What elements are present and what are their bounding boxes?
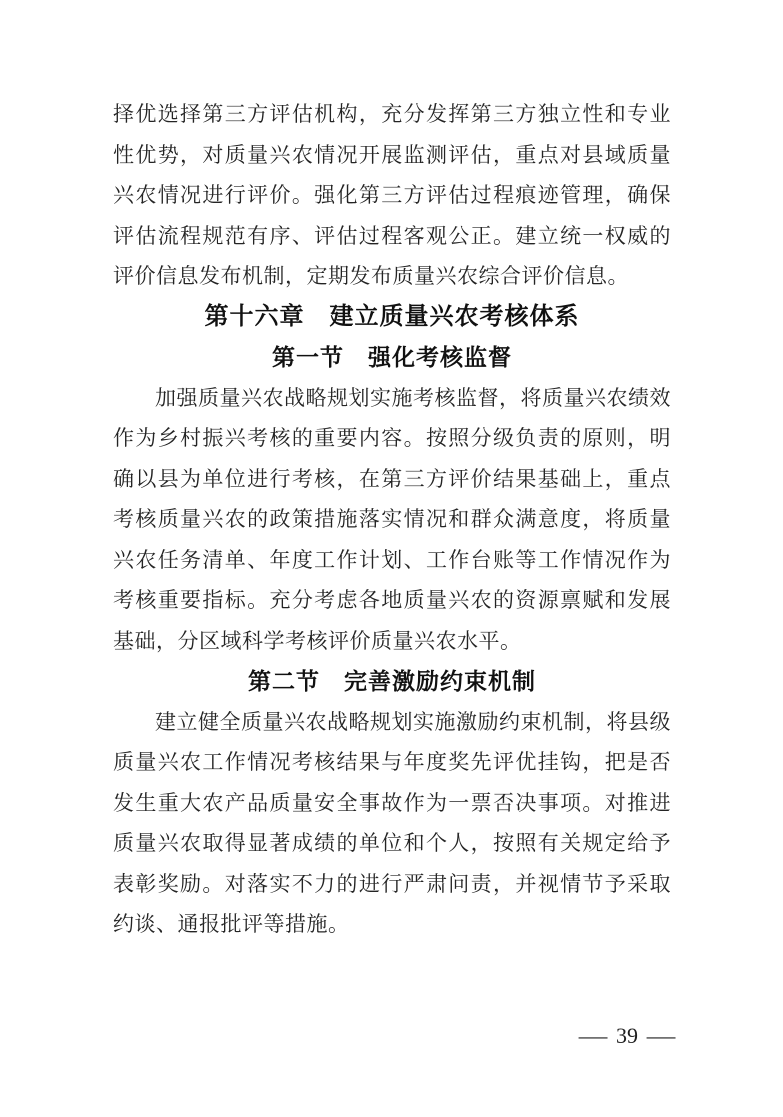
section-2-paragraph: 建立健全质量兴农战略规划实施激励约束机制，将县级质量兴农工作情况考核结果与年度奖先评优挂钩，把是否发生重大农产品质量安全事故作为一票否决事项。对推进质量兴农取得显著成绩的单位和个人，按照有关规定给予表彰奖励。对落实不力的进行严肃问责，并视情节予采取约谈、通报批评等措施。 xyxy=(113,709,671,936)
page-number xyxy=(578,1019,676,1053)
chapter-heading: 第十六章 建立质量兴农考核体系 xyxy=(204,302,580,330)
footer-right-dash: — xyxy=(646,1023,676,1048)
section-1-heading: 第一节 强化考核监督 xyxy=(272,344,512,370)
section-1-paragraph: 加强质量兴农战略规划实施考核监督，将质量兴农绩效作为乡村振兴考核的重要内容。按照分级负责的原则，明确以县为单位进行考核，在第三方评价结果基础上，重点考核质量兴农的政策措施落实情况和群众满意度，将质量兴农任务清单、年度工作计划、工作台账等工作情况作为考核重要指标。充分考虑各地质量兴农的资源禀赋和发展基础，分区域科学考核评价质量兴农水平。 xyxy=(113,385,671,653)
paragraph-continuation: 择优选择第三方评估机构，充分发挥第三方独立性和专业性优势，对质量兴农情况开展监测评估，重点对县域质量兴农情况进行评价。强化第三方评估过程痕迹管理，确保评估流程规范有序、评估过程客观公正。建立统一权威的评价信息发布机制，定期发布质量兴农综合评价信息。 xyxy=(113,102,671,288)
page-content xyxy=(113,94,671,945)
section-2-heading: 第二节 完善激励约束机制 xyxy=(248,668,536,694)
footer-page-number: 39 xyxy=(616,1023,638,1048)
footer-left-dash: — xyxy=(578,1023,608,1048)
